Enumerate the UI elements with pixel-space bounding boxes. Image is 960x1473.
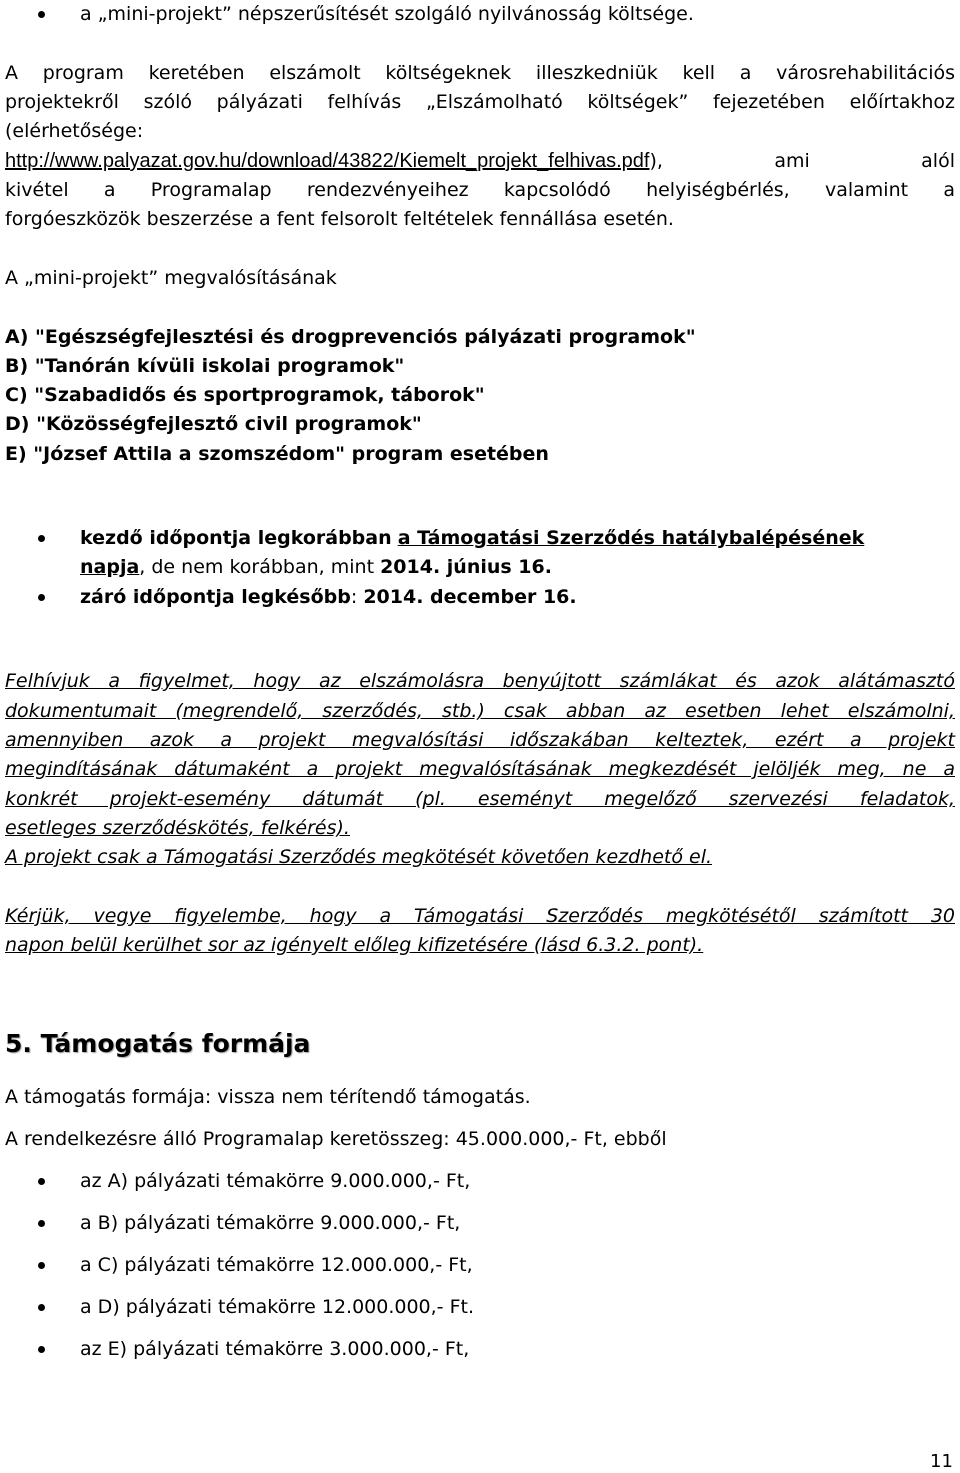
pdf-link[interactable]: http://www.palyazat.gov.hu/download/43822/Kiemelt_projekt_felhivas.pdf [5,150,650,172]
start-date-line2 [80,556,552,578]
notice1-line1: Felhívjuk a figyelmet, hogy az elszámolásra benyújtott számlákat és azok alátámasztó [5,670,955,692]
intro-text: A „mini-projekt” megvalósításának [5,267,337,289]
budget-total: A rendelkezésre álló Programalap keretösszeg: 45.000.000,- Ft, ebből [5,1128,667,1150]
budget-item-a: az A) pályázati témakörre 9.000.000,- Ft, [80,1170,471,1192]
section-heading: 5. Támogatás formája [5,1029,311,1058]
budget-item-d: a D) pályázati témakörre 12.000.000,- Ft. [80,1296,474,1318]
end-date-value: 2014. december 16. [363,586,577,608]
bullet-dot [38,11,45,18]
notice3-line1: Kérjük, vegye figyelembe, hogy a Támogatási Szerződés megkötésétől számított 30 [5,905,955,927]
bullet-dot [38,1262,45,1269]
notice1-line3: amennyiben azok a projekt megvalósítási időszakában kelteztek, ezért a projekt [5,729,955,751]
p1-line5: kivétel a Programalap rendezvényeihez kapcsolódó helyiségbérlés, valamint a [5,179,955,201]
program-e: E) "József Attila a szomszédom" program esetében [5,443,549,465]
end-date-label: záró időpontja legkésőbb [80,586,351,608]
support-form: A támogatás formája: vissza nem térítendő támogatás. [5,1086,531,1108]
bullet-dot [38,1220,45,1227]
program-c: C) "Szabadidős és sportprogramok, táborok" [5,384,485,406]
notice1-line5: konkrét projekt-esemény dátumát (pl. eseményt megelőző szervezési feladatok, [5,788,955,810]
p1-line4: http://www.palyazat.gov.hu/download/43822/Kiemelt_projekt_felhivas.pdf), ami alól [5,150,955,172]
p1-line2: projektekről szóló pályázati felhívás „Elszámolható költségek” fejezetében előírtakhoz [5,91,955,113]
budget-item-b: a B) pályázati témakörre 9.000.000,- Ft, [80,1212,461,1234]
budget-item-e: az E) pályázati témakörre 3.000.000,- Ft, [80,1338,470,1360]
p1-line3: (elérhetősége: [5,120,144,142]
program-a: A) "Egészségfejlesztési és drogprevenciós pályázati programok" [5,326,696,348]
start-date-line1 [80,527,864,549]
page-number: 11 [930,1451,953,1472]
notice1-line6: esetleges szerződéskötés, felkérés). [5,817,350,839]
bullet-dot [38,1304,45,1311]
bullet-dot [38,535,45,542]
start-date-label: kezdő időpontja legkorábban [80,527,392,549]
end-date-colon: : [350,586,358,608]
notice3-line2: napon belül kerülhet sor az igényelt előleg kifizetésére (lásd 6.3.2. pont). [5,934,704,956]
notice1-line2: dokumentumait (megrendelő, szerződés, stb.) csak abban az esetben lehet elszámolni, [5,700,955,722]
program-b: B) "Tanórán kívüli iskolai programok" [5,355,405,377]
budget-item-c: a C) pályázati témakörre 12.000.000,- Ft, [80,1254,473,1276]
contract-link[interactable]: a Támogatási Szerződés hatálybalépésének [397,527,865,549]
p1-line1: A program keretében elszámolt költségeknek illeszkedniük kell a városrehabilitációs [5,62,955,84]
notice2: A projekt csak a Támogatási Szerződés megkötését követően kezdhető el. [5,846,713,868]
p1-line6: forgóeszközök beszerzése a fent felsorolt feltételek fennállása esetén. [5,208,674,230]
contract-link-day[interactable]: napja [80,556,140,578]
bullet-dot [38,1178,45,1185]
start-date-value: 2014. június 16. [380,556,552,578]
bullet-dot [38,1346,45,1353]
start-date-rest: , de nem korábban, mint [139,556,375,578]
program-d: D) "Közösségfejlesztő civil programok" [5,413,422,435]
bullet-dot [38,594,45,601]
notice1-line4: megindításának dátumaként a projekt megvalósításának megkezdését jelöljék meg, ne a [5,758,955,780]
top-bullet-text: a „mini-projekt” népszerűsítését szolgáló nyilvánosság költsége. [80,3,694,25]
end-date-line [80,586,577,608]
